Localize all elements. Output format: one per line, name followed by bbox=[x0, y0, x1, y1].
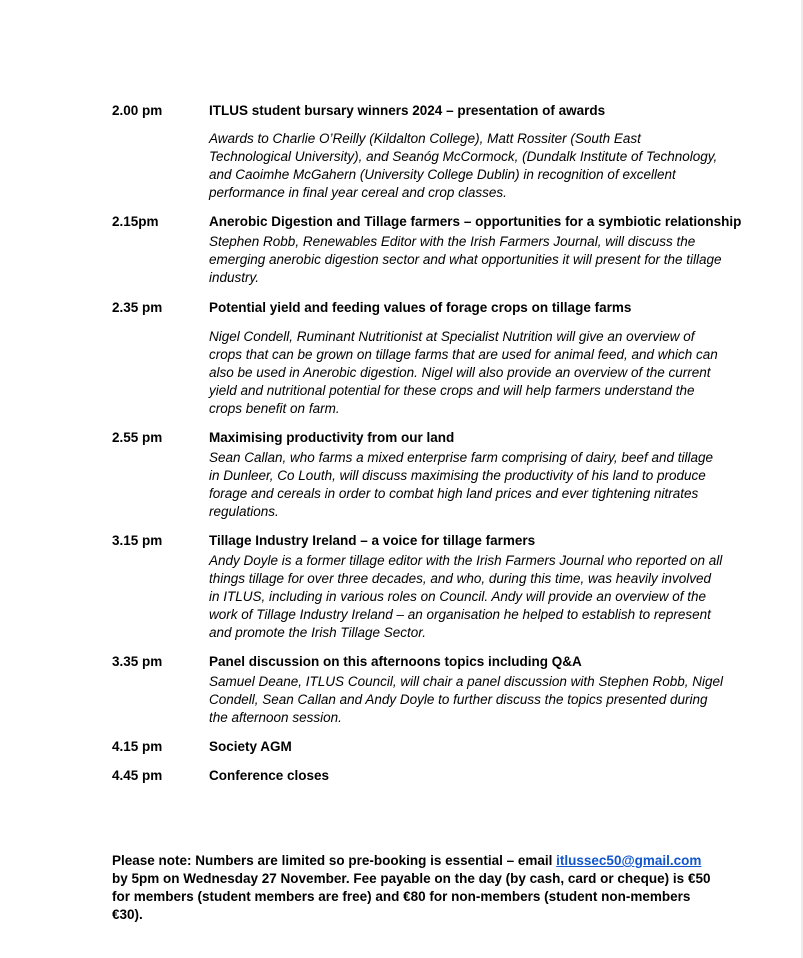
agenda-description: Sean Callan, who farms a mixed enterprise farm comprising of dairy, beef and tillage in Dunleer, Co Louth, will discuss maximising the productivity of his land to produce forage and cereals in order to combat high land prices and ever tightening nitrates regulations. bbox=[209, 450, 713, 519]
agenda-description: Andy Doyle is a former tillage editor with the Irish Farmers Journal who reported on all things tillage for over three decades, and who, during this time, was heavily involved in ITLUS, including in various roles on Council. Andy will provide an overview of the work of Tillage Industry Ireland – an organisation he helped to establish to represent and promote the Irish Tillage Sector. bbox=[209, 553, 723, 640]
agenda-time: 2.55 pm bbox=[112, 430, 163, 445]
agenda-time: 4.15 pm bbox=[112, 739, 163, 754]
agenda-title: Panel discussion on this afternoons topics including Q&A bbox=[209, 654, 582, 669]
agenda-description: Nigel Condell, Ruminant Nutritionist at Specialist Nutrition will give an overview of crops that can be grown on tillage farms that are used for animal feed, and which can also be used in Anerobic digestion. Nigel will also provide an overview of the current yield and nutritional potential for these crops and will help farmers understand the crops benefit on farm. bbox=[209, 329, 718, 416]
agenda-time: 3.35 pm bbox=[112, 654, 163, 669]
agenda-title: Society AGM bbox=[209, 739, 292, 754]
agenda-title: Tillage Industry Ireland – a voice for tillage farmers bbox=[209, 533, 536, 548]
agenda-time: 4.45 pm bbox=[112, 768, 163, 783]
agenda-title: Maximising productivity from our land bbox=[209, 430, 455, 445]
agenda-title: Conference closes bbox=[209, 768, 330, 783]
agenda-time: 2.35 pm bbox=[112, 300, 163, 315]
agenda-description: Samuel Deane, ITLUS Council, will chair a panel discussion with Stephen Robb, Nigel Condell, Sean Callan and Andy Doyle to further discuss the topics presented during the afternoon session. bbox=[209, 674, 724, 725]
agenda-time: 2.15pm bbox=[112, 214, 159, 229]
agenda-title: Anerobic Digestion and Tillage farmers – opportunities for a symbiotic relationship bbox=[209, 214, 742, 229]
booking-note bbox=[112, 852, 712, 924]
booking-note-text-end: by 5pm on Wednesday 27 November. Fee payable on the day (by cash, card or cheque) is €50 for members (student members are free) and €80 for non-members (student non-members €30). bbox=[112, 871, 711, 922]
agenda-time: 2.00 pm bbox=[112, 103, 163, 118]
agenda-title: Potential yield and feeding values of forage crops on tillage farms bbox=[209, 300, 632, 315]
agenda-title: ITLUS student bursary winners 2024 – presentation of awards bbox=[209, 103, 606, 118]
agenda-description: Stephen Robb, Renewables Editor with the Irish Farmers Journal, will discuss the emerging anerobic digestion sector and what opportunities it will present for the tillage industry. bbox=[209, 234, 722, 285]
booking-note-text: Please note: Numbers are limited so pre-booking is essential – email bbox=[112, 853, 557, 868]
email-link[interactable]: itlussec50@gmail.com bbox=[556, 853, 702, 868]
agenda-description: Awards to Charlie O’Reilly (Kildalton College), Matt Rossiter (South East Technological University), and Seanóg McCormock, (Dundalk Institute of Technology, and Caoimhe McGahern (University College Dublin) in recognition of excellent performance in final year cereal and crop classes. bbox=[209, 131, 718, 200]
agenda-time: 3.15 pm bbox=[112, 533, 163, 548]
